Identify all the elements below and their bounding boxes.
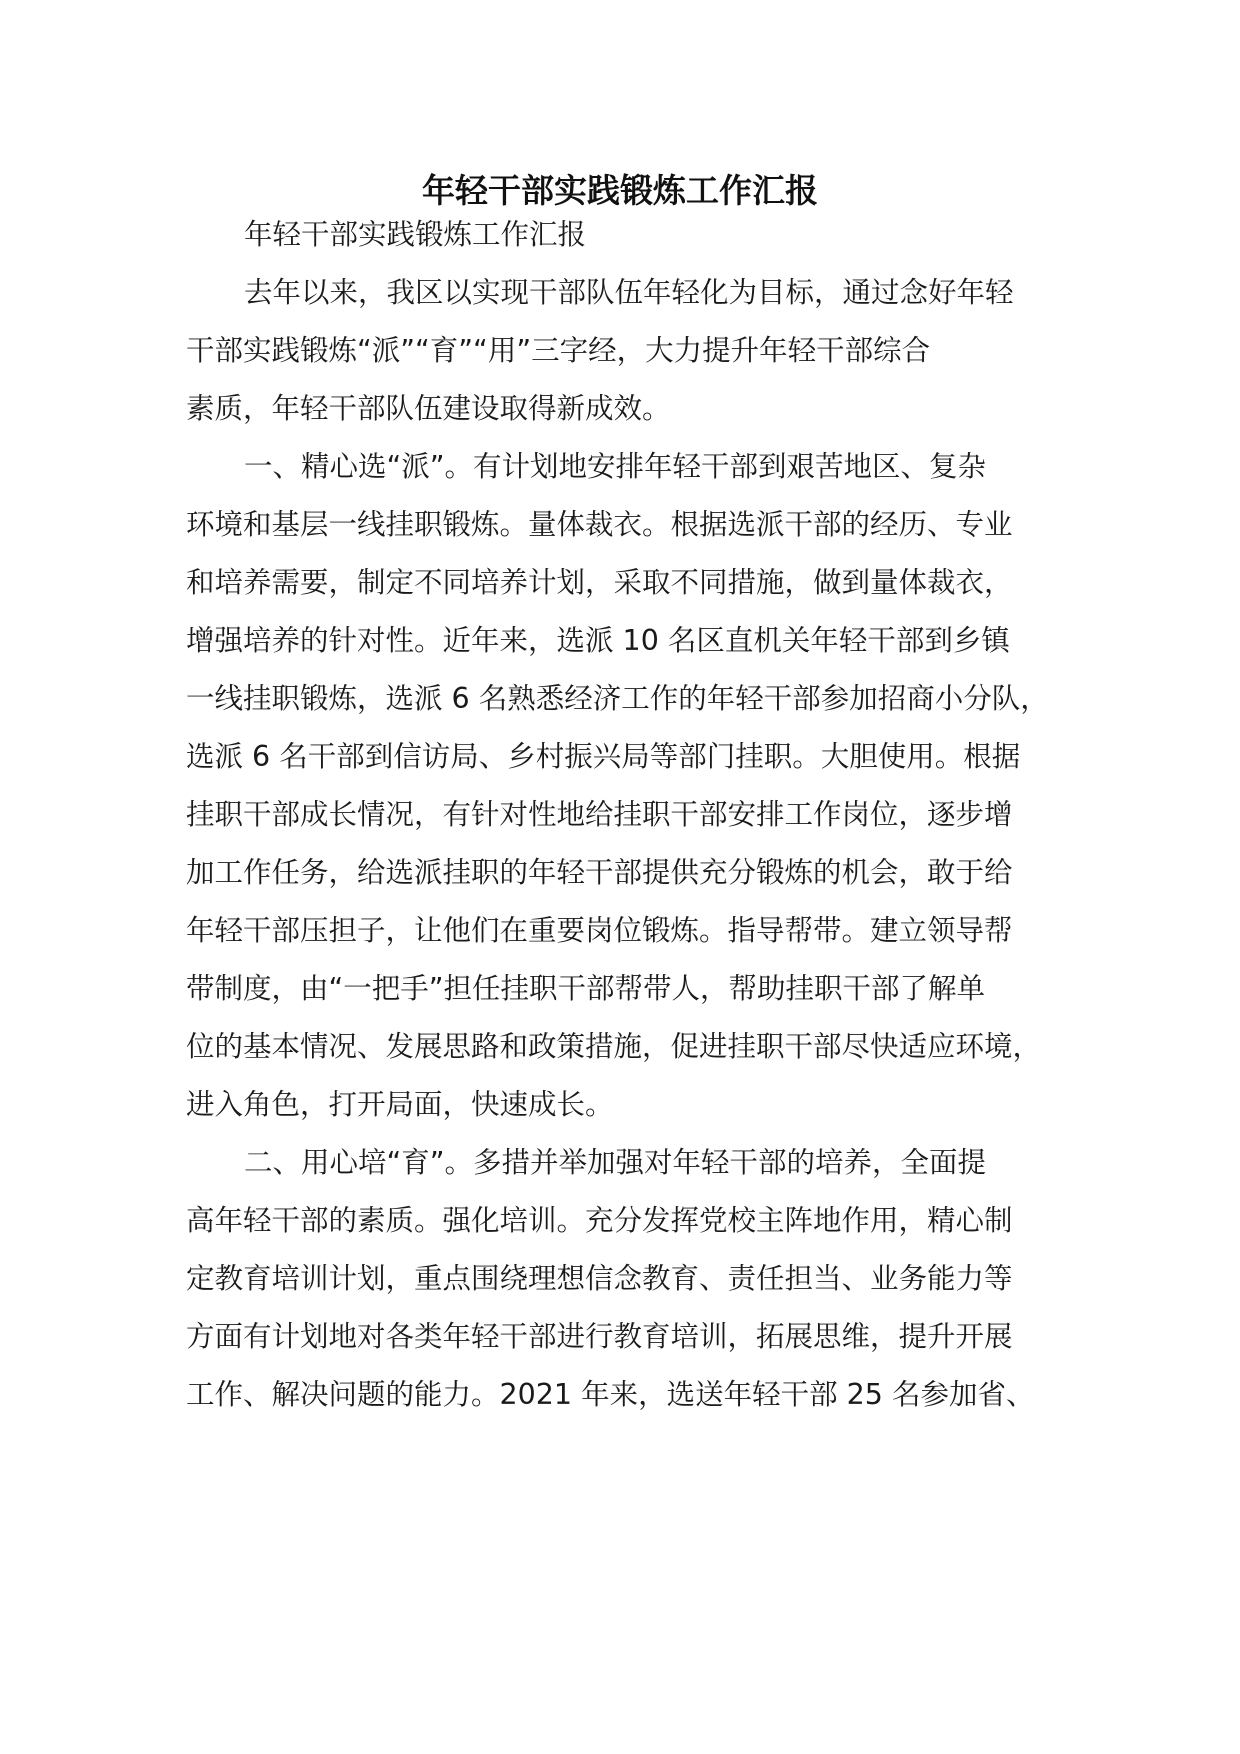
body-line: 加工作任务，给选派挂职的年轻干部提供充分锻炼的机会，敢于给 (186, 856, 1013, 889)
body-line: 挂职干部成长情况，有针对性地给挂职干部安排工作岗位，逐步增 (186, 798, 1013, 831)
body-line: 进入角色，打开局面，快速成长。 (186, 1088, 614, 1121)
body-line: 和培养需要，制定不同培养计划，采取不同措施，做到量体裁衣， (186, 566, 1013, 599)
body-line: 素质，年轻干部队伍建设取得新成效。 (186, 392, 671, 425)
body-line: 一、精心选“派”。有计划地安排年轻干部到艰苦地区、复杂 (244, 450, 987, 483)
body-line: 去年以来，我区以实现干部队伍年轻化为目标，通过念好年轻 (244, 276, 1014, 309)
body-line: 带制度，由“一把手”担任挂职干部帮带人，帮助挂职干部了解单 (186, 972, 986, 1005)
body-line: 增强培养的针对性。近年来，选派 10 名区直机关年轻干部到乡镇 (186, 624, 1010, 657)
body-line: 位的基本情况、发展思路和政策措施，促进挂职干部尽快适应环境， (186, 1030, 1042, 1063)
body-line: 环境和基层一线挂职锻炼。量体裁衣。根据选派干部的经历、专业 (186, 508, 1013, 541)
body-line: 一线挂职锻炼，选派 6 名熟悉经济工作的年轻干部参加招商小分队， (186, 682, 1049, 715)
body-line: 方面有计划地对各类年轻干部进行教育培训，拓展思维，提升开展 (186, 1320, 1013, 1353)
body-line: 年轻干部压担子，让他们在重要岗位锻炼。指导帮带。建立领导帮 (186, 914, 1013, 947)
body-line: 干部实践锻炼“派”“育”“用”三字经，大力提升年轻干部综合 (186, 334, 931, 367)
document-title: 年轻干部实践锻炼工作汇报 (422, 171, 818, 210)
body-line: 高年轻干部的素质。强化培训。充分发挥党校主阵地作用，精心制 (186, 1204, 1013, 1237)
body-line: 定教育培训计划，重点围绕理想信念教育、责任担当、业务能力等 (186, 1262, 1013, 1295)
body-line: 二、用心培“育”。多措并举加强对年轻干部的培养，全面提 (244, 1146, 987, 1179)
body-line: 工作、解决问题的能力。2021 年来，选送年轻干部 25 名参加省、 (186, 1378, 1035, 1411)
subtitle-line: 年轻干部实践锻炼工作汇报 (244, 218, 587, 251)
body-line: 选派 6 名干部到信访局、乡村振兴局等部门挂职。大胆使用。根据 (186, 740, 1021, 773)
